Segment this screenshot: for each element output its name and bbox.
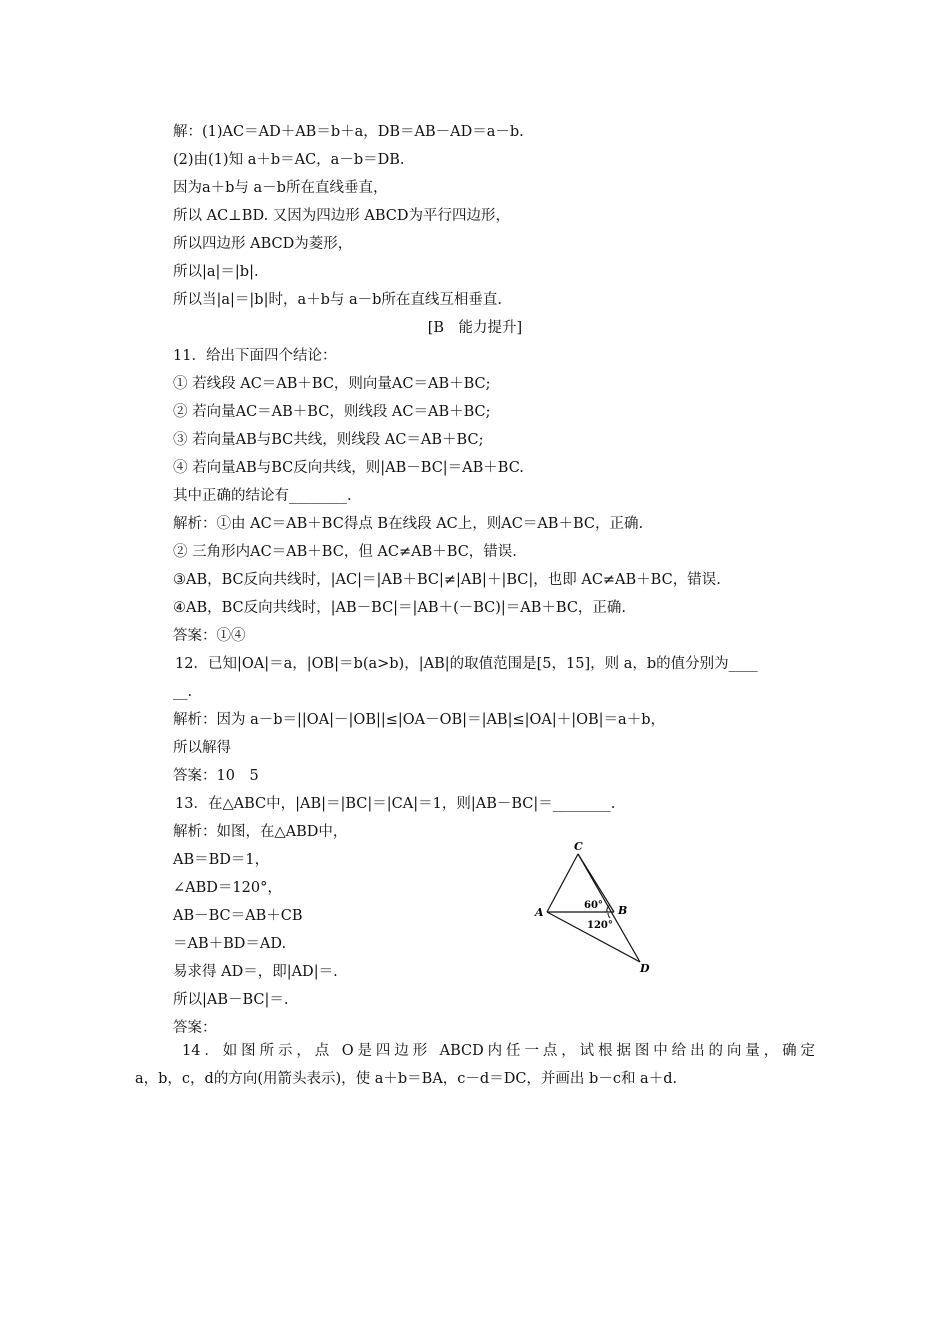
vertex-label-a: A xyxy=(535,906,544,919)
vertex-label-c: C xyxy=(574,840,583,853)
question-stem-continued: a，b，c，d的方向(用箭头表示)，使 a＋b＝BA，c－d＝DC，并画出 b－c和 a＋d. xyxy=(135,1071,678,1087)
analysis-line: 解析：①由 AC＝AB＋BC得点 B在线段 AC上，则AC＝AB＋BC，正确. xyxy=(173,516,644,532)
analysis-line: 所以解得 xyxy=(173,740,231,756)
question-stem: 12．已知|OA|＝a，|OB|＝b(a>b)，|AB|的取值范围是[5，15]，则 a，b的值分别为____ xyxy=(175,656,758,672)
question-blank: 其中正确的结论有________. xyxy=(173,488,352,504)
answer-line: 答案：10 5 xyxy=(173,768,259,784)
text-line: 因为a＋b与 a－b所在直线垂直， xyxy=(173,180,388,196)
question-stem: 14．如图所示，点 O是四边形 ABCD内任一点，试根据图中给出的向量，确定 xyxy=(182,1043,815,1059)
text-line: 所以 AC⊥BD. 又因为四边形 ABCD为平行四边形， xyxy=(173,208,511,224)
text-line: 所以|a|＝|b|. xyxy=(173,264,259,280)
answer-line: 答案：①④ xyxy=(173,628,246,644)
text-line: 所以四边形 ABCD为菱形， xyxy=(173,236,353,252)
option-line: ① 若线段 AC＝AB＋BC，则向量AC＝AB＋BC; xyxy=(173,376,491,392)
analysis-line: AB＝BD＝1， xyxy=(173,852,270,868)
analysis-line: AB－BC＝AB＋CB xyxy=(173,908,303,924)
analysis-line: 解析：如图，在△ABD中， xyxy=(173,824,348,840)
vertex-label-d: D xyxy=(640,962,650,975)
answer-line: 答案： xyxy=(173,1020,217,1036)
option-line: ③ 若向量AB与BC共线，则线段 AC＝AB＋BC; xyxy=(173,432,484,448)
analysis-line: 易求得 AD＝，即|AD|＝. xyxy=(173,964,338,980)
vertex-label-b: B xyxy=(618,904,628,917)
triangle-figure xyxy=(530,838,660,978)
question-stem: 11．给出下面四个结论： xyxy=(173,348,337,364)
question-blank-continued: __. xyxy=(173,684,193,700)
analysis-line: ∠ABD＝120°， xyxy=(173,880,282,896)
triangle-diagram xyxy=(530,838,660,978)
analysis-line: ② 三角形内AC＝AB＋BC，但 AC≠AB＋BC，错误. xyxy=(173,544,517,560)
analysis-line: 解析：因为 a－b＝||OA|－|OB||≤|OA－OB|＝|AB|≤|OA|＋|OB|＝a＋b， xyxy=(173,712,665,728)
angle-label-60: 60° xyxy=(584,900,603,911)
angle-label-120: 120° xyxy=(587,920,613,931)
analysis-line: ＝AB＋BD＝AD. xyxy=(173,936,287,952)
analysis-line: ④AB，BC反向共线时，|AB－BC|＝|AB＋(－BC)|＝AB＋BC，正确. xyxy=(173,600,627,616)
analysis-line: ③AB，BC反向共线时，|AC|＝|AB＋BC|≠|AB|＋|BC|，也即 AC≠AB＋BC，错误. xyxy=(173,572,721,588)
question-stem: 13．在△ABC中，|AB|＝|BC|＝|CA|＝1，则|AB－BC|＝________. xyxy=(175,796,616,812)
section-heading: [B 能力提升] xyxy=(427,320,523,336)
text-line: 解：(1)AC＝AD＋AB＝b＋a，DB＝AB－AD＝a－b. xyxy=(173,124,524,140)
text-line: 所以当|a|＝|b|时，a＋b与 a－b所在直线互相垂直. xyxy=(173,292,503,308)
analysis-line: 所以|AB－BC|＝. xyxy=(173,992,289,1008)
text-line: (2)由(1)知 a＋b＝AC，a－b＝DB. xyxy=(173,152,405,168)
option-line: ④ 若向量AB与BC反向共线，则|AB－BC|＝AB＋BC. xyxy=(173,460,524,476)
option-line: ② 若向量AC＝AB＋BC，则线段 AC＝AB＋BC; xyxy=(173,404,491,420)
